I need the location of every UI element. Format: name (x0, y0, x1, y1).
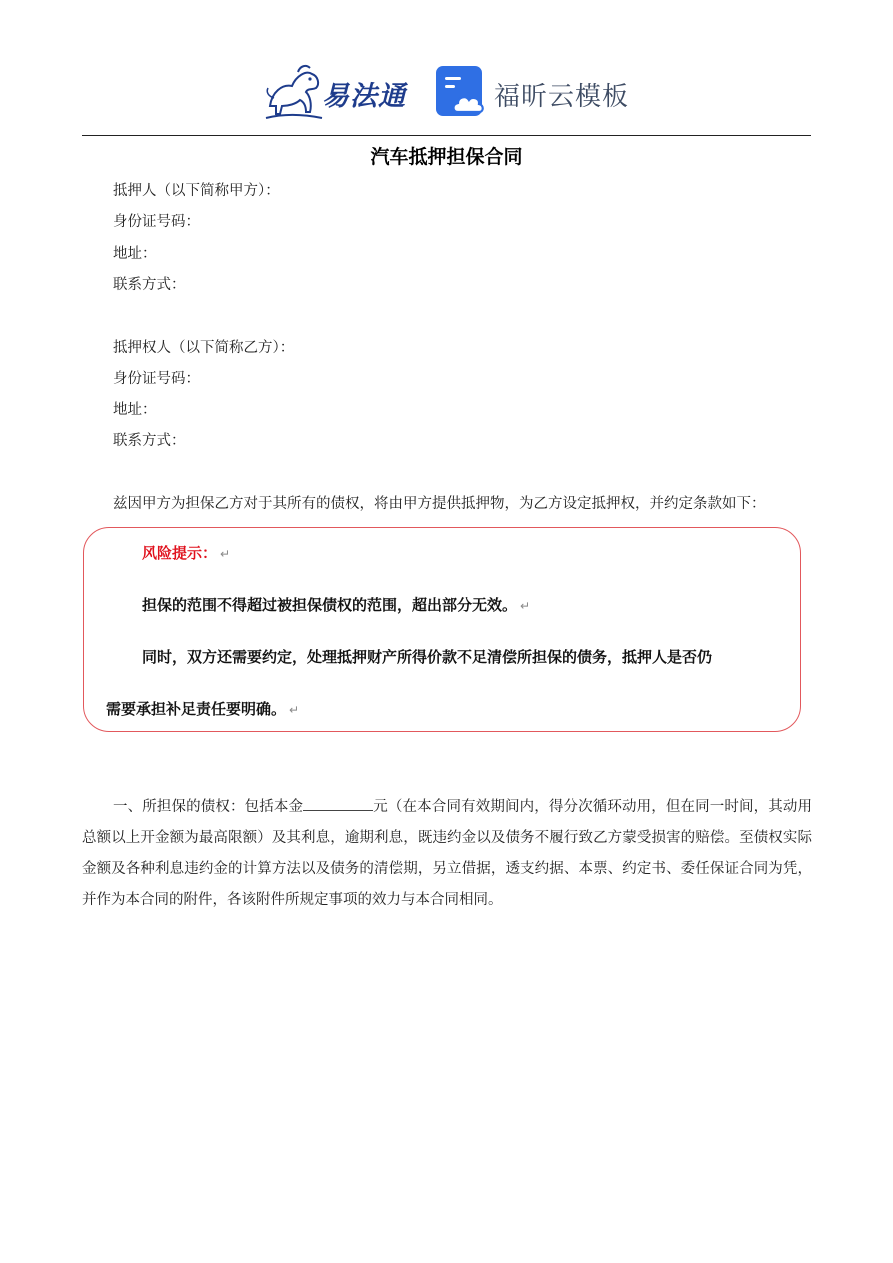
risk-paragraph-2-line-2 (106, 698, 299, 719)
party-b-name-label: 抵押权人（以下简称乙方）： (113, 340, 295, 356)
party-a-contact-label: 联系方式： (113, 277, 186, 293)
paragraph-mark: ↵ (520, 599, 531, 613)
paragraph-mark: ↵ (220, 547, 231, 561)
principal-amount-blank (303, 796, 373, 811)
horse-icon (262, 62, 324, 120)
clause-1-paragraph (82, 792, 812, 916)
brand-fuxin: 福昕云模板 (494, 82, 630, 112)
clause-1-text-rest: 元（在本合同有效期间内，得分次循环动用，但在同一时间，其动用总额以上开金额为最高限额）及其利息，逾期利息，既违约金以及债务不履行致乙方蒙受损害的赔偿。至债权实际金额及各种利息违约金的计算方法以及债务的清偿期，另立借据，透支约据、本票、约定书、委任保证合同为凭，并作为本合同的附件，各该附件所规定事项的效力与本合同相同。 (82, 799, 813, 908)
party-a-name-label: 抵押人（以下简称甲方）： (113, 183, 280, 199)
fuxin-logo (436, 66, 636, 118)
risk-paragraph-2-line-2-text: 需要承担补足责任要明确。 (106, 700, 287, 718)
party-a-address-label: 地址： (113, 246, 157, 262)
header-divider (82, 135, 811, 136)
brand-yifatong: 易法通 (322, 81, 406, 112)
intro-paragraph: 兹因甲方为担保乙方对于其所有的债权，将由甲方提供抵押物，为乙方设定抵押权，并约定条款如下： (113, 496, 766, 512)
risk-warning-box (83, 527, 801, 732)
party-b-id-label: 身份证号码： (113, 371, 200, 387)
clause-1-text-start: 一、所担保的债权：包括本金 (113, 799, 304, 815)
party-a-id-label: 身份证号码： (113, 214, 200, 230)
risk-title-text: 风险提示： (142, 544, 218, 562)
cloud-icon (436, 66, 488, 118)
risk-paragraph-2-line-1: 同时，双方还需要约定，处理抵押财产所得价款不足清偿所担保的债务，抵押人是否仍 (142, 648, 713, 666)
paragraph-mark: ↵ (289, 703, 300, 717)
party-b-contact-label: 联系方式： (113, 433, 186, 449)
risk-title (142, 542, 230, 563)
yifatong-logo (262, 62, 412, 120)
document-title: 汽车抵押担保合同 (370, 146, 523, 168)
risk-paragraph-1 (142, 594, 530, 615)
risk-paragraph-1-text: 担保的范围不得超过被担保债权的范围，超出部分无效。 (142, 596, 518, 614)
party-b-address-label: 地址： (113, 402, 157, 418)
document-header (0, 58, 893, 128)
